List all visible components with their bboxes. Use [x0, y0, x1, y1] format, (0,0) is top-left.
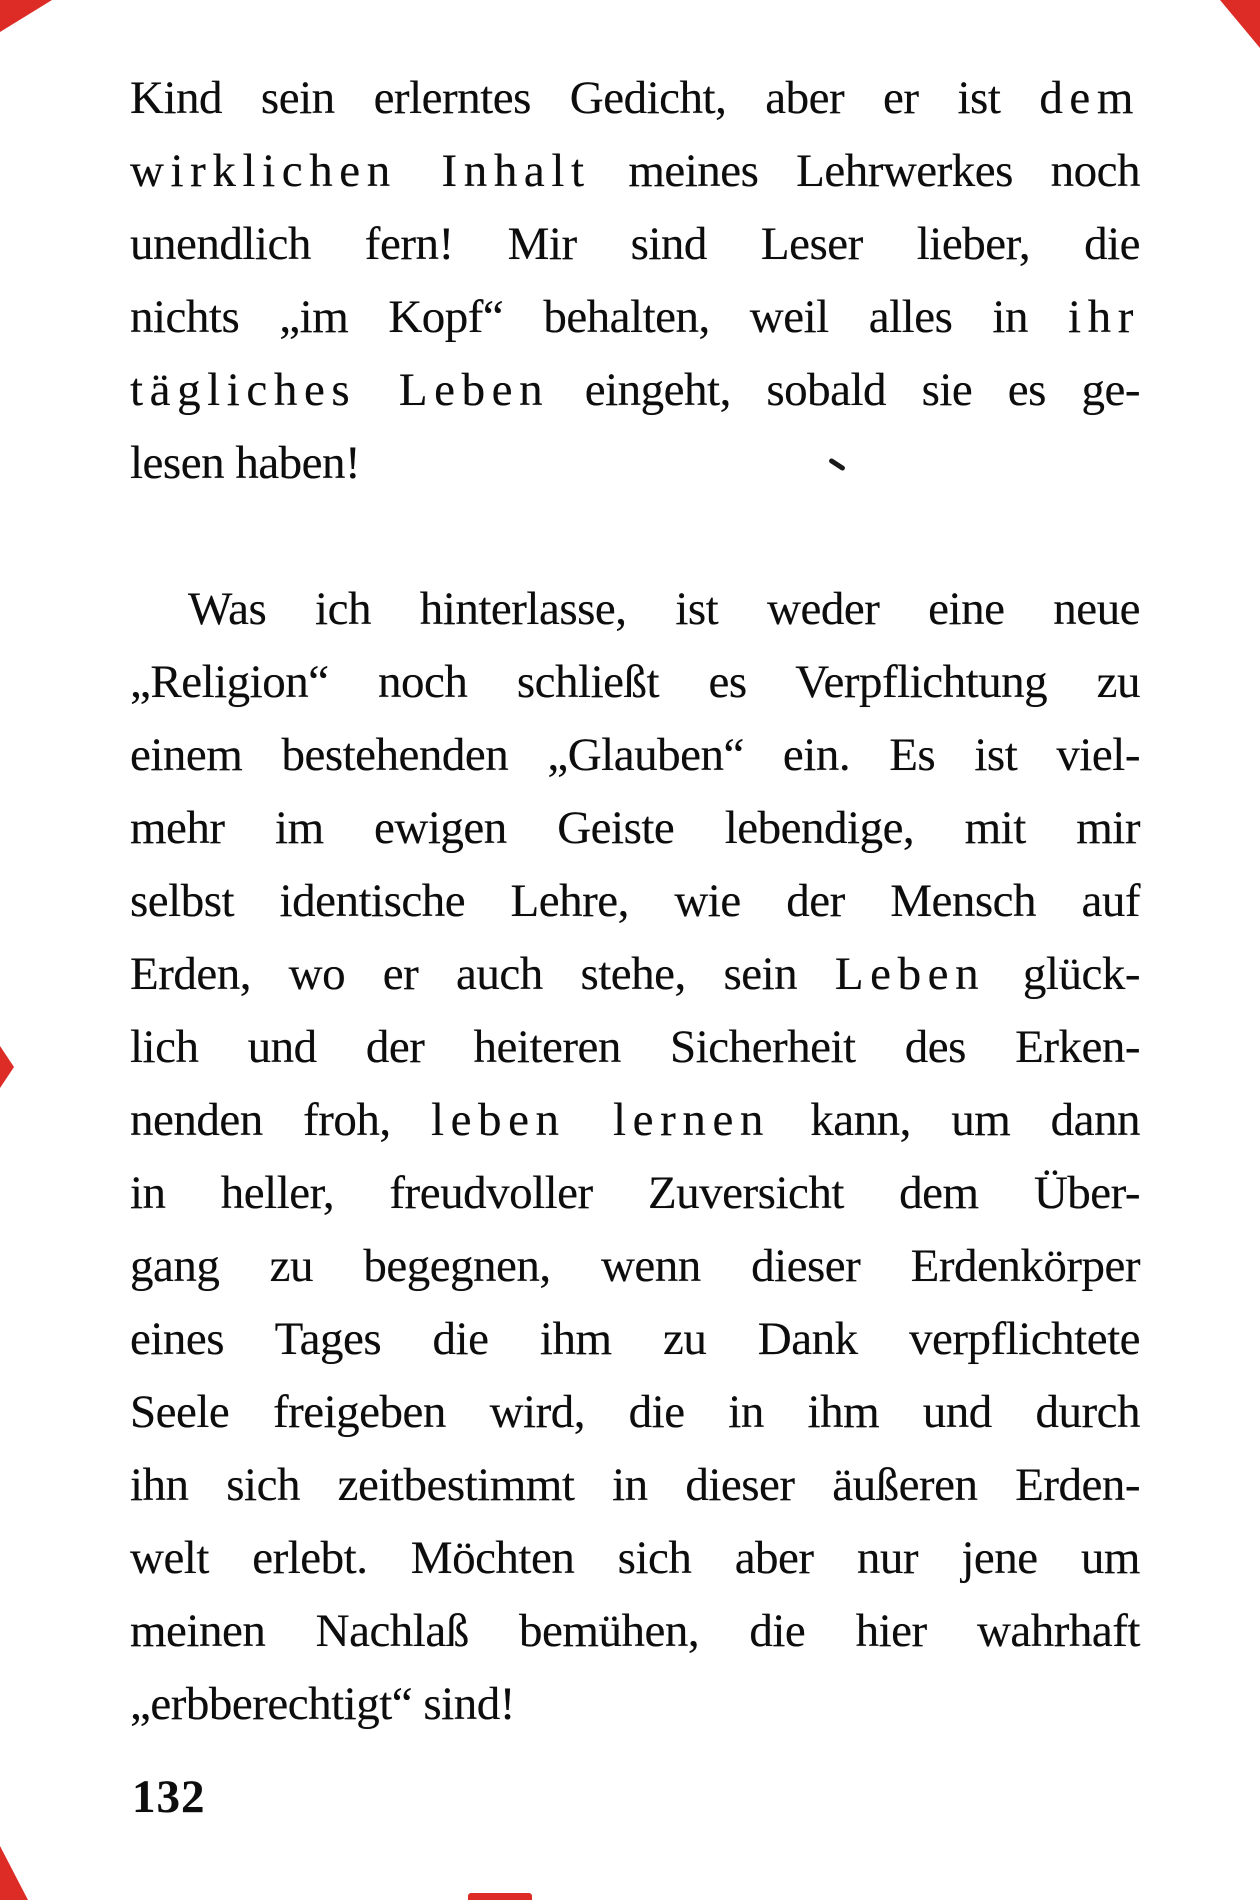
- text-segment: nichts „im Kopf“ behalten, weil alles in: [130, 291, 1069, 343]
- text-line: [130, 573, 1140, 646]
- scan-red-mark-top-left: [0, 0, 52, 32]
- text-line: [130, 1595, 1140, 1668]
- scan-red-mark-top-right: [1220, 0, 1260, 48]
- text-line: [130, 427, 1140, 500]
- text-line: [130, 1376, 1140, 1449]
- text-line: [130, 1668, 1140, 1741]
- text-line: [130, 719, 1140, 792]
- text-line: [130, 208, 1140, 281]
- text-segment: nenden froh,: [130, 1094, 431, 1146]
- text-segment: mehr im ewigen Geiste lebendige, mit mir: [130, 802, 1140, 854]
- text-line: [130, 1230, 1140, 1303]
- text-line: [130, 354, 1140, 427]
- text-line: [130, 135, 1140, 208]
- text-line: [130, 62, 1140, 135]
- letterspaced-text: leben lernen: [430, 1094, 770, 1146]
- text-line: [130, 1157, 1140, 1230]
- text-segment: lich und der heiteren Sicherheit des Erken-: [130, 1021, 1140, 1073]
- text-segment: selbst identische Lehre, wie der Mensch auf: [130, 875, 1140, 927]
- text-line: [130, 646, 1140, 719]
- text-segment: Seele freigeben wird, die in ihm und durch: [130, 1386, 1140, 1438]
- paragraph: [130, 62, 1140, 500]
- text-segment: einem bestehenden „Glauben“ ein. Es ist viel-: [130, 729, 1140, 781]
- text-segment: meines Lehrwerkes noch: [590, 145, 1140, 197]
- text-segment: welt erlebt. Möchten sich aber nur jene um: [130, 1532, 1140, 1584]
- text-segment: Was ich hinterlasse, ist weder eine neue: [188, 583, 1140, 635]
- text-segment: „Religion“ noch schließt es Verpflichtung zu: [130, 656, 1140, 708]
- text-line: [130, 1011, 1140, 1084]
- text-line: [130, 938, 1140, 1011]
- text-segment: kann, um dann: [769, 1094, 1141, 1146]
- text-segment: gang zu begegnen, wenn dieser Erdenkörper: [130, 1240, 1140, 1292]
- text-segment: ihn sich zeitbestimmt in dieser äußeren Erden-: [130, 1459, 1140, 1511]
- text-segment: Kind sein erlerntes Gedicht, aber er ist: [130, 72, 1040, 124]
- scan-red-mark-bottom-edge: [468, 1893, 532, 1900]
- letterspaced-text: ihr: [1068, 291, 1140, 343]
- text-segment: glück-: [985, 948, 1140, 1000]
- text-line: [130, 1449, 1140, 1522]
- letterspaced-text: tägliches Leben: [130, 364, 550, 416]
- text-line: [130, 865, 1140, 938]
- text-line: [130, 1303, 1140, 1376]
- paragraph: [130, 573, 1140, 1741]
- text-segment: Erden, wo er auch stehe, sein: [130, 948, 835, 1000]
- letterspaced-text: Leben: [834, 948, 986, 1000]
- text-segment: in heller, freudvoller Zuversicht dem Über-: [130, 1167, 1140, 1219]
- letterspaced-text: wirklichen Inhalt: [130, 145, 591, 197]
- text-block: [130, 62, 1140, 1741]
- text-segment: meinen Nachlaß bemühen, die hier wahrhaft: [130, 1605, 1140, 1657]
- text-line: [130, 281, 1140, 354]
- scan-red-mark-bottom-left: [0, 1846, 28, 1900]
- text-segment: lesen haben!: [130, 437, 361, 489]
- text-line: [130, 792, 1140, 865]
- text-line: [130, 1522, 1140, 1595]
- text-segment: unendlich fern! Mir sind Leser lieber, die: [130, 218, 1140, 270]
- page-number: 132: [132, 1771, 206, 1823]
- text-segment: eines Tages die ihm zu Dank verpflichtete: [130, 1313, 1140, 1365]
- text-segment: eingeht, sobald sie es ge-: [549, 364, 1140, 416]
- scan-red-mark-left-edge: [0, 1046, 14, 1088]
- text-segment: „erbberechtigt“ sind!: [130, 1678, 515, 1730]
- text-line: [130, 1084, 1140, 1157]
- letterspaced-text: dem: [1039, 72, 1140, 124]
